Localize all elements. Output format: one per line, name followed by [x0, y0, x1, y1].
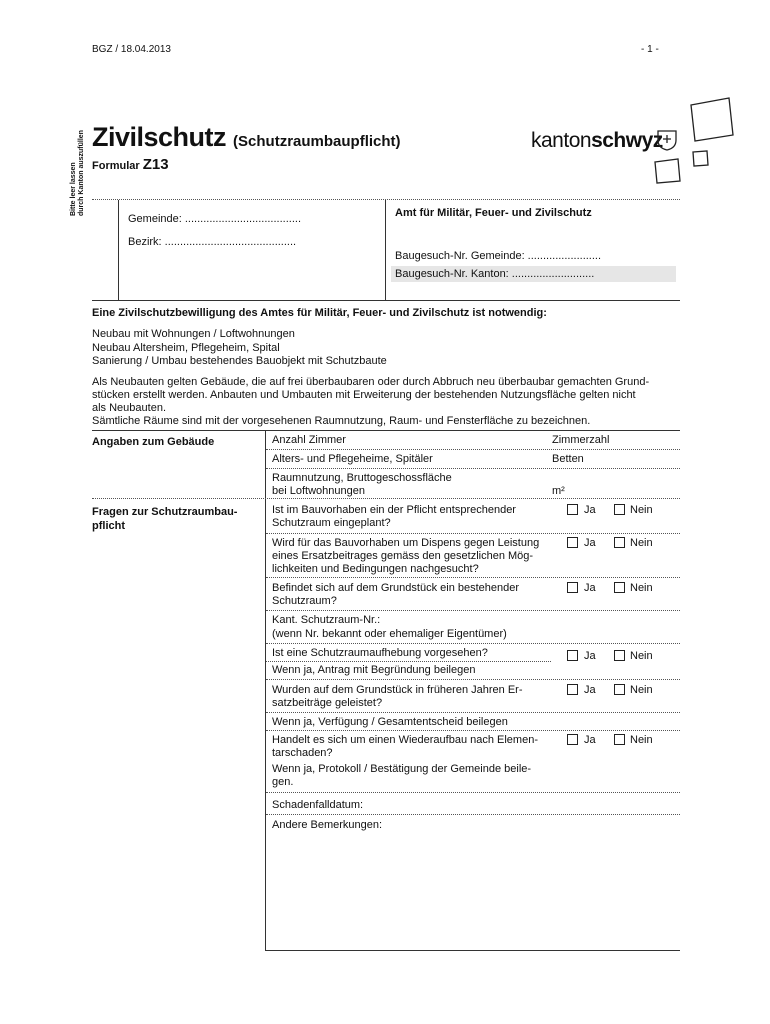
q1-nein-label: Nein [630, 504, 653, 516]
q6-line: satzbeiträge geleistet? [272, 697, 383, 709]
row-divider [266, 712, 680, 713]
section-divider [92, 498, 680, 499]
unit-betten: Betten [552, 453, 584, 465]
header-left: BGZ / 18.04.2013 [92, 44, 171, 55]
formular-label [92, 156, 169, 173]
row-anzahl-zimmer: Anzahl Zimmer [272, 434, 346, 446]
q7-nein-label: Nein [630, 734, 653, 746]
q3-nein-checkbox[interactable] [614, 582, 625, 593]
baugesuch-kanton-field[interactable]: Baugesuch-Nr. Kanton: ........................... [395, 268, 595, 280]
q7-line: tarschaden? [272, 747, 333, 759]
brand-bold: schwyz [591, 129, 663, 152]
bezirk-field[interactable]: Bezirk: ........................................... [128, 236, 297, 248]
q2-ja-label: Ja [584, 537, 596, 549]
unit-m2: m² [552, 485, 565, 497]
q2-line: Wird für das Bauvorhaben um Dispens gegen Leistung [272, 537, 540, 549]
title-sub: (Schutzraumbaupflicht) [233, 133, 401, 150]
q3-line: Befindet sich auf dem Grundstück ein bestehender [272, 582, 520, 594]
row-divider [266, 577, 680, 578]
fragen-label-1: Fragen zur Schutzraumbau- [92, 506, 238, 518]
q2-line: lichkeiten und Bedingungen nachgesucht? [272, 563, 479, 575]
q1-nein-checkbox[interactable] [614, 504, 625, 515]
q7-line: Handelt es sich um einen Wiederaufbau nach Elemen- [272, 734, 538, 746]
intro-para-line: Sämtliche Räume sind mit der vorgesehenen Raumnutzung, Raum- und Fensterfläche zu bezeichnen. [92, 415, 591, 427]
q2-nein-checkbox[interactable] [614, 537, 625, 548]
q6-ja-label: Ja [584, 684, 596, 696]
q5-nein-checkbox[interactable] [614, 650, 625, 661]
fragen-label-2: pflicht [92, 520, 125, 532]
formular-code: Z13 [142, 156, 169, 173]
row-divider [266, 533, 680, 534]
q6-line: Wurden auf dem Grundstück in früheren Jahren Er- [272, 684, 523, 696]
row-divider [266, 449, 680, 450]
q4-line: (wenn Nr. bekannt oder ehemaliger Eigentümer) [272, 628, 507, 640]
intro-para-line: Als Neubauten gelten Gebäude, die auf frei überbaubaren oder durch Abbruch neu überbaubar gemachten Grund- [92, 376, 650, 388]
q7b-line: gen. [272, 776, 294, 788]
intro-heading: Eine Zivilschutzbewilligung des Amtes für Militär, Feuer- und Zivilschutz ist notwendig: [92, 307, 547, 319]
row-divider [266, 730, 680, 731]
q6b-line: Wenn ja, Verfügung / Gesamtentscheid beilegen [272, 716, 508, 728]
gebaeude-label: Angaben zum Gebäude [92, 436, 215, 448]
q7-ja-checkbox[interactable] [567, 734, 578, 745]
q3-line: Schutzraum? [272, 595, 337, 607]
kanton-logo-squares-icon [645, 95, 735, 190]
baugesuch-gemeinde-field[interactable]: Baugesuch-Nr. Gemeinde: ........................ [395, 250, 602, 262]
top-center-divider [385, 200, 386, 300]
q1-line: Schutzraum eingeplant? [272, 517, 391, 529]
row-raumnutzung-2: bei Loftwohnungen [272, 485, 365, 497]
table-top-line [92, 430, 680, 431]
q5-ja-label: Ja [584, 650, 596, 662]
table-column-divider [265, 430, 266, 950]
kanton-schwyz-logo-text [531, 129, 663, 153]
intro-item: Neubau mit Wohnungen / Loftwohnungen [92, 328, 295, 340]
q3-nein-label: Nein [630, 582, 653, 594]
intro-para-line: stücken erstellt werden. Anbauten und Umbauten mit Erweiterung der bestehenden Nutzungsfläche gelten nicht [92, 389, 636, 401]
q2-line: eines Ersatzbeitrages gemäss den gesetzlichen Mög- [272, 550, 534, 562]
andere-bemerkungen-field[interactable]: Andere Bemerkungen: [272, 819, 383, 831]
intro-item: Sanierung / Umbau bestehendes Bauobjekt mit Schutzbaute [92, 355, 387, 367]
row-divider [266, 814, 680, 815]
q1-ja-checkbox[interactable] [567, 504, 578, 515]
q6-nein-label: Nein [630, 684, 653, 696]
gemeinde-field[interactable]: Gemeinde: ...................................... [128, 213, 301, 225]
q4-line: Kant. Schutzraum-Nr.: [272, 614, 381, 626]
page-number: - 1 - [641, 44, 659, 55]
q3-ja-checkbox[interactable] [567, 582, 578, 593]
q2-ja-checkbox[interactable] [567, 537, 578, 548]
formular-text: Formular [92, 160, 140, 172]
q5b-line: Wenn ja, Antrag mit Begründung beilegen [272, 664, 476, 676]
row-heime: Alters- und Pflegeheime, Spitäler [272, 453, 433, 465]
intro-para-line: als Neubauten. [92, 402, 166, 414]
q6-nein-checkbox[interactable] [614, 684, 625, 695]
page-title [92, 122, 401, 153]
q7-nein-checkbox[interactable] [614, 734, 625, 745]
row-divider [266, 610, 680, 611]
q5-nein-label: Nein [630, 650, 653, 662]
intro-top-line [92, 300, 680, 301]
unit-zimmerzahl: Zimmerzahl [552, 434, 610, 446]
amt-heading: Amt für Militär, Feuer- und Zivilschutz [395, 207, 592, 219]
table-bottom-line [265, 950, 680, 951]
q1-line: Ist im Bauvorhaben ein der Pflicht entsprechender [272, 504, 516, 516]
row-divider [266, 792, 680, 793]
brand-light: kanton [531, 129, 592, 152]
intro-item: Neubau Altersheim, Pflegeheim, Spital [92, 342, 280, 354]
title-main: Zivilschutz [92, 122, 227, 152]
row-raumnutzung: Raumnutzung, Bruttogeschossfläche [272, 472, 452, 484]
row-divider [266, 643, 680, 644]
schadenfalldatum-field[interactable]: Schadenfalldatum: [272, 799, 364, 811]
row-divider [266, 679, 680, 680]
q3-ja-label: Ja [584, 582, 596, 594]
q5-ja-checkbox[interactable] [567, 650, 578, 661]
q7b-line: Wenn ja, Protokoll / Bestätigung der Gemeinde beile- [272, 763, 532, 775]
side-note-divider [118, 200, 119, 300]
side-note-line1: Bitte leer lassen [70, 162, 77, 216]
q2-nein-label: Nein [630, 537, 653, 549]
q7-ja-label: Ja [584, 734, 596, 746]
side-note-line2: durch Kanton auszufüllen [78, 130, 85, 216]
row-divider [266, 661, 551, 662]
q6-ja-checkbox[interactable] [567, 684, 578, 695]
row-divider [266, 468, 680, 469]
side-note [70, 126, 86, 216]
q1-ja-label: Ja [584, 504, 596, 516]
q5-line: Ist eine Schutzraumaufhebung vorgesehen? [272, 647, 488, 659]
top-dotted-divider [92, 199, 680, 200]
